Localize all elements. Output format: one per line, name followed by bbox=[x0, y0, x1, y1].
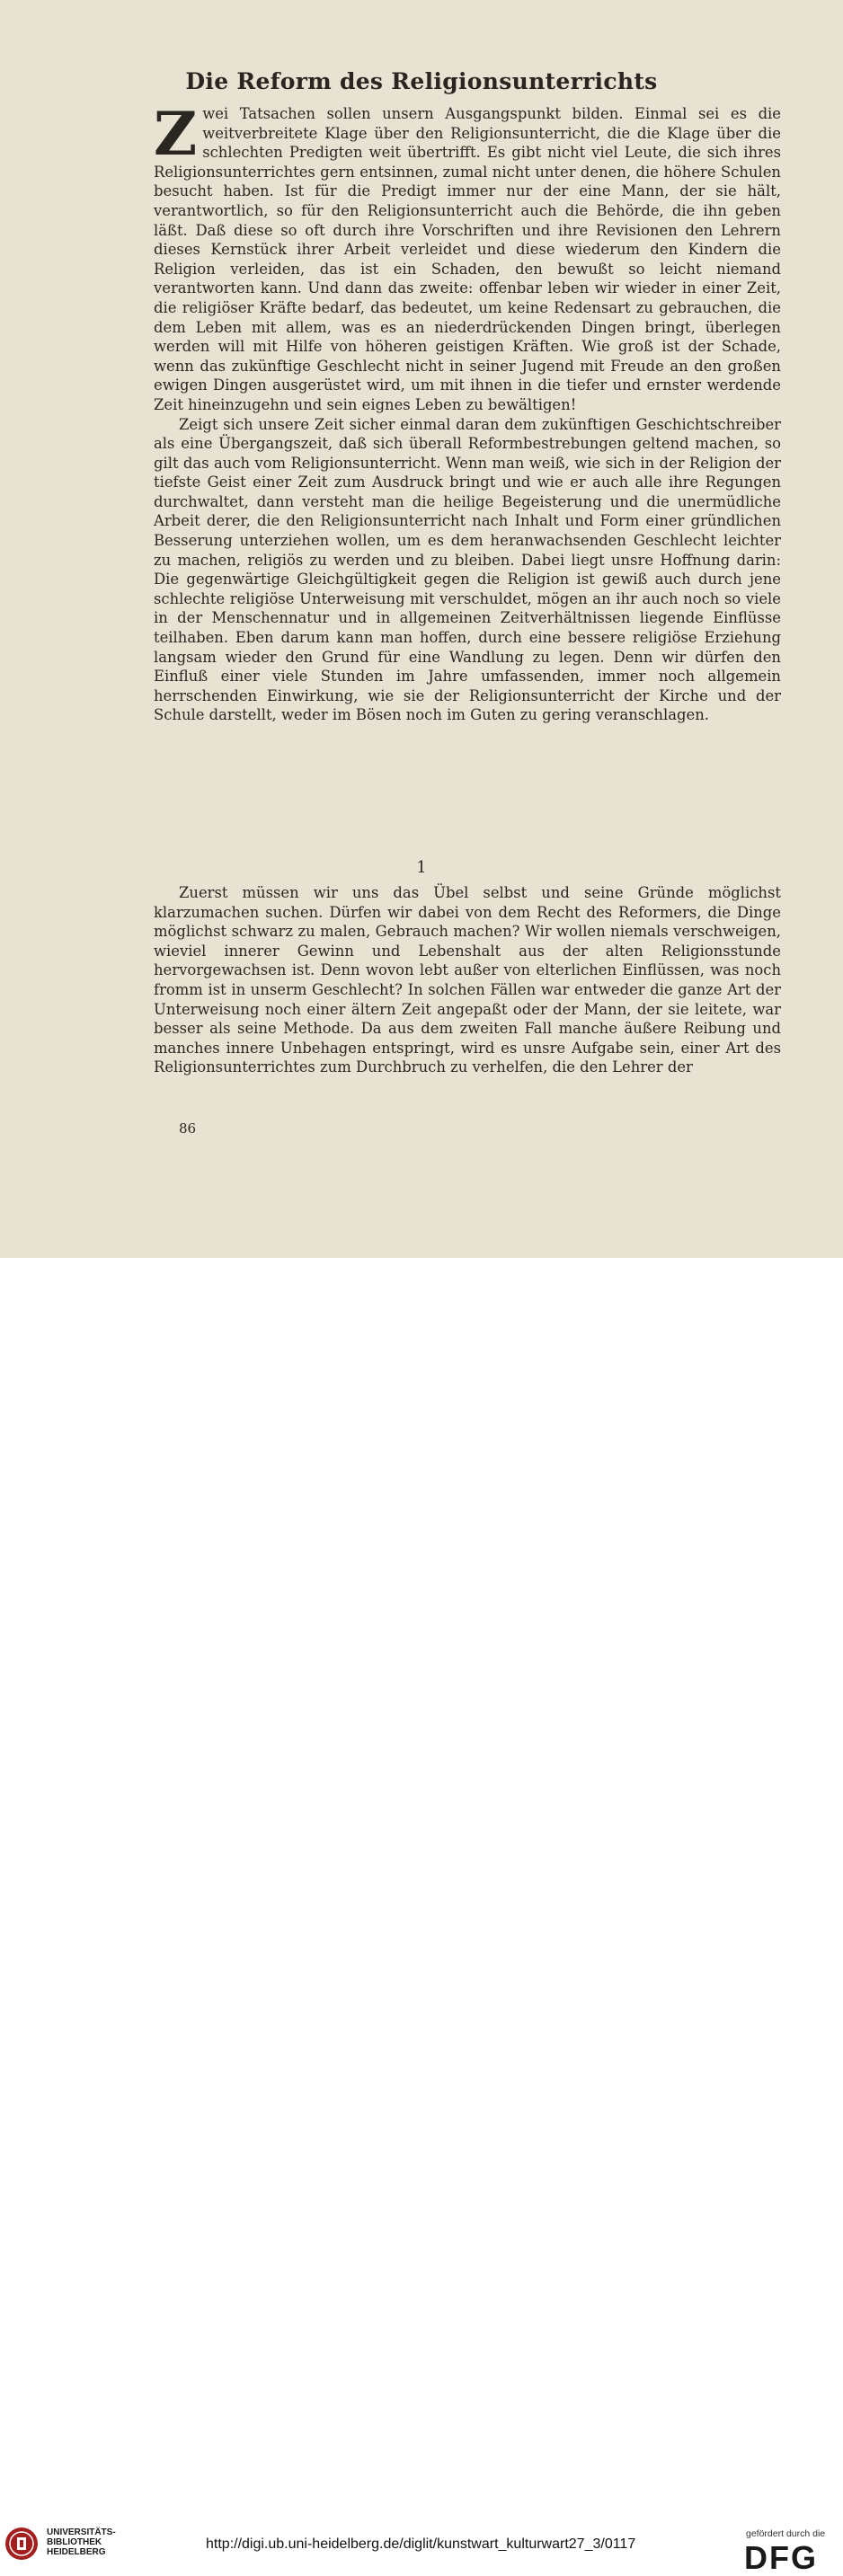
article-body bbox=[154, 99, 781, 725]
section-number: 1 bbox=[416, 858, 427, 877]
scanned-page bbox=[0, 0, 843, 1258]
university-seal-icon bbox=[4, 2526, 40, 2562]
dfg-logo: DFG bbox=[744, 2539, 818, 2576]
permalink-url[interactable]: http://digi.ub.uni-heidelberg.de/diglit/kunstwart_kulturwart27_3/0117 bbox=[206, 2536, 636, 2552]
drop-cap: Z bbox=[154, 99, 198, 169]
article-title: Die Reform des Religionsunterrichts bbox=[185, 68, 658, 94]
paragraph-1 bbox=[154, 99, 781, 415]
section-1-text: Zuerst müssen wir uns das Übel selbst und seine Gründe möglichst klarzumachen suchen. Dürfen wir dabei von dem Recht des Reformers, die Dinge möglichst schwarz zu malen, Gebrauch machen? Wir wollen niemals verschweigen, wieviel innerer Gewinn und Lebenshalt aus der alten Religionsstunde hervorgewachsen ist. Denn wovon lebt außer von elterlichen Einflüssen, was noch fromm ist in unserm Geschlecht? In solchen Fällen war entweder die ganze Art der Unterweisung noch einer ältern Zeit angepaßt oder der Mann, der sie leitete, war besser als seine Methode. Da aus dem zweiten Fall manche äußere Reibung und manches innere Unbehagen entspringt, wird es unsre Aufgabe sein, einer Art des Religionsunterrichtes zum Durchbruch zu verhelfen, die den Lehrer der bbox=[154, 884, 781, 1076]
viewer-footer bbox=[0, 1258, 843, 2576]
funded-by-label: gefördert durch die bbox=[746, 2528, 826, 2539]
library-name: UNIVERSITÄTS- BIBLIOTHEK HEIDELBERG bbox=[47, 2527, 116, 2557]
paragraph-2: Zeigt sich unsere Zeit sicher einmal daran dem zukünftigen Geschichtschreiber als eine Übergangszeit, daß sich überall Reformbestrebungen geltend machen, so gilt das auch vom Religionsunterricht. Wenn man weiß, wie sich in der Religion der tiefste Geist einer Zeit zum Ausdruck bringt und wie er auch alle ihre Regungen durchwaltet, dann versteht man die heilige Begeisterung und die unermüdliche Arbeit derer, die den Religionsunterricht nach Inhalt und Form einer gründlichen Besserung unterziehen wollen, um es dem heranwachsenden Geschlecht leichter zu machen, religiös zu werden und zu bleiben. Dabei liegt unsre Hoffnung darin: Die gegenwärtige Gleichgültigkeit gegen die Religion ist gewiß auch durch jene schlechte religiöse Unterweisung mit verschuldet, mögen an ihr auch noch so viele in der Menschennatur und in allgemeinen Zeitverhältnissen liegende Einflüsse teilhaben. Eben darum kann man hoffen, durch eine bessere religiöse Erziehung langsam wieder den Grund für eine Wandlung zu legen. Denn wir dürfen den Einfluß einer viele Stunden im Jahre umfassenden, immer noch allgemein herrschenden Einwirkung, wie sie der Religionsunterricht der Kirche und der Schule darstellt, weder im Bösen noch im Guten zu gering veranschlagen. bbox=[154, 415, 781, 724]
page-number: 86 bbox=[179, 1120, 197, 1137]
paragraph-1-text: wei Tatsachen sollen unsern Ausgangspunkt bilden. Einmal sei es die weitverbreitete Klage über den Religionsunterricht, die die Klage über die schlechten Predigten weit übertrifft. Es gibt nicht viel Leute, die sich ihres Religionsunterrichtes gern entsinnen, zumal nicht unter denen, die höhere Schulen besucht haben. Ist für die Predigt immer nur der eine Mann, der sie hält, verantwortlich, so für den Religionsunterricht auch die Behörde, die ihn geben läßt. Daß diese so oft durch ihre Vorschriften und ihre Revisionen den Lehrern dieses Kernstück ihrer Arbeit verleidet und diese wiederum den Kindern die Religion verleiden, das ist ein Schaden, den bewußt so leicht niemand verantworten kann. Und dann das zweite: offenbar leben wir wieder in einer Zeit, die religiöser Kräfte bedarf, das bedeutet, um keine Redensart zu gebrauchen, die dem Leben mit allem, was es an niederdrückenden Dingen bringt, überlegen werden will mit Hilfe von höheren geistigen Kräften. Wie groß ist der Schade, wenn das zukünftige Geschlecht nicht in seiner Jugend mit Freude an den großen ewigen Dingen ausgerüstet wird, um mit ihnen in die tiefer und ernster werdende Zeit hineinzugehn und sein eignes Leben zu bewältigen! bbox=[154, 105, 781, 413]
